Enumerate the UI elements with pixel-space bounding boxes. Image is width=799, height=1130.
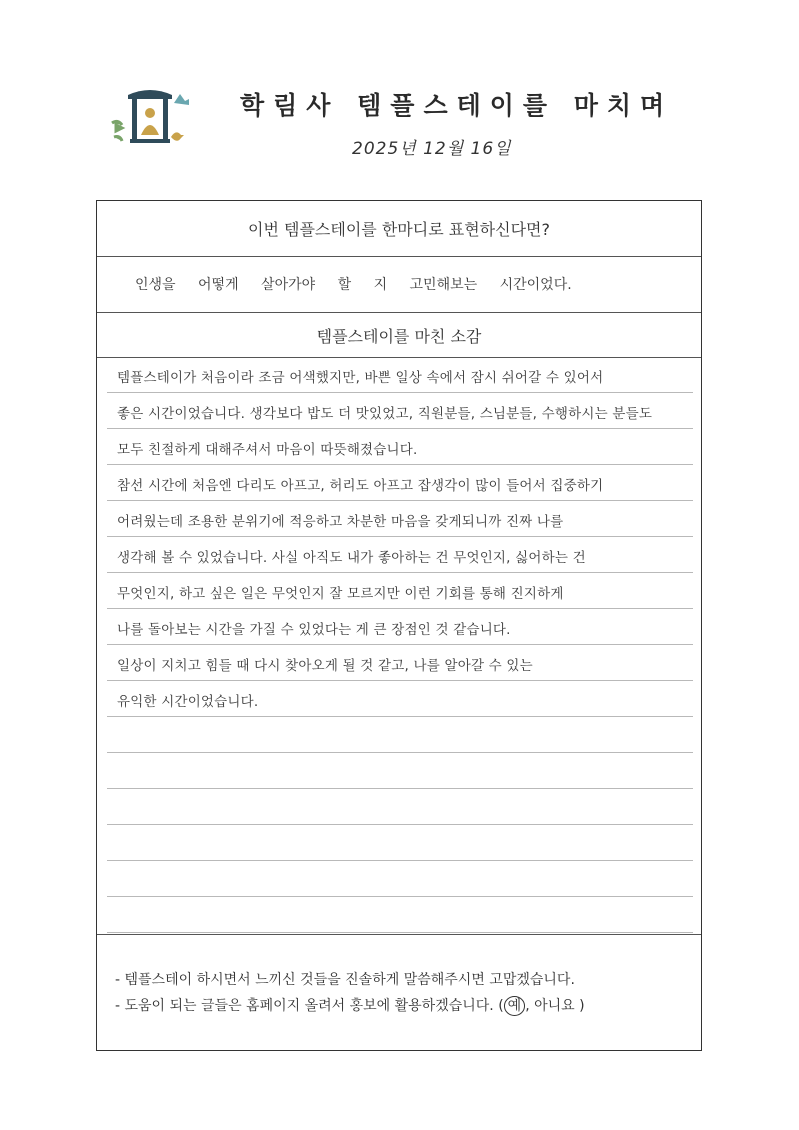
ruled-line [107,428,693,429]
question-two-heading: 템플스테이를 마친 소감 [97,313,701,358]
handwritten-line: 어려웠는데 조용한 분위기에 적응하고 차분한 마음을 갖게되니까 진짜 나를 [117,514,564,530]
ruled-line [107,572,693,573]
document-header [0,0,799,190]
handwritten-line: 생각해 볼 수 있었습니다. 사실 아직도 내가 좋아하는 건 무엇인지, 싫어하는 건 [117,550,586,566]
question-one-heading: 이번 템플스테이를 한마디로 표현하신다면? [97,201,701,257]
ruled-line [107,860,693,861]
answer-one-row [97,257,701,313]
feedback-form [96,200,702,1051]
ruled-line [107,716,693,717]
form-footer [97,934,701,1051]
ruled-line [107,536,693,537]
handwritten-line: 일상이 지치고 힘들 때 다시 찾아오게 될 것 같고, 나를 알아갈 수 있는 [117,658,533,674]
handwritten-line: 유익한 시간이었습니다. [117,694,259,710]
ruled-line [107,788,693,789]
ruled-line [107,392,693,393]
handwritten-line: 무엇인지, 하고 싶은 일은 무엇인지 잘 모르지만 이런 기회를 통해 진지하게 [117,586,564,602]
handwritten-line: 템플스테이가 처음이라 조금 어색했지만, 바쁜 일상 속에서 잠시 쉬어갈 수 있어서 [117,370,604,386]
ruled-line [107,500,693,501]
document-date: 2025년 12월 16일 [352,139,512,159]
temple-gate-logo-icon [108,85,190,151]
ruled-line [107,644,693,645]
ruled-line [107,824,693,825]
consent-yes-option[interactable]: 예 [504,996,526,1016]
page-title: 학림사 템플스테이를 마치며 [240,91,674,120]
consent-text: - 도움이 되는 글들은 홈페이지 올려서 홍보에 활용하겠습니다. ( [115,998,504,1014]
handwritten-line: 모두 친절하게 대해주셔서 마음이 따뜻해졌습니다. [117,442,418,458]
consent-no-option[interactable]: , 아니요 ) [525,998,585,1014]
answer-one-text: 인생을 어떻게 살아가야 할 지 고민해보는 시간이었다. [135,277,572,293]
ruled-line [107,680,693,681]
footer-note-consent [115,995,585,1016]
ruled-line [107,608,693,609]
ruled-line [107,464,693,465]
ruled-line [107,752,693,753]
ruled-line [107,932,693,933]
footer-note-honest: - 템플스테이 하시면서 느끼신 것들을 진솔하게 말씀해주시면 고맙겠습니다. [115,972,575,988]
ruled-line [107,896,693,897]
handwritten-line: 참선 시간에 처음엔 다리도 아프고, 허리도 아프고 잡생각이 많이 들어서 집중하기 [117,478,604,494]
handwritten-line: 나를 돌아보는 시간을 가질 수 있었다는 게 큰 장점인 것 같습니다. [117,622,511,638]
handwritten-line: 좋은 시간이었습니다. 생각보다 밥도 더 맛있었고, 직원분들, 스님분들, 수행하시는 분들도 [117,406,653,422]
